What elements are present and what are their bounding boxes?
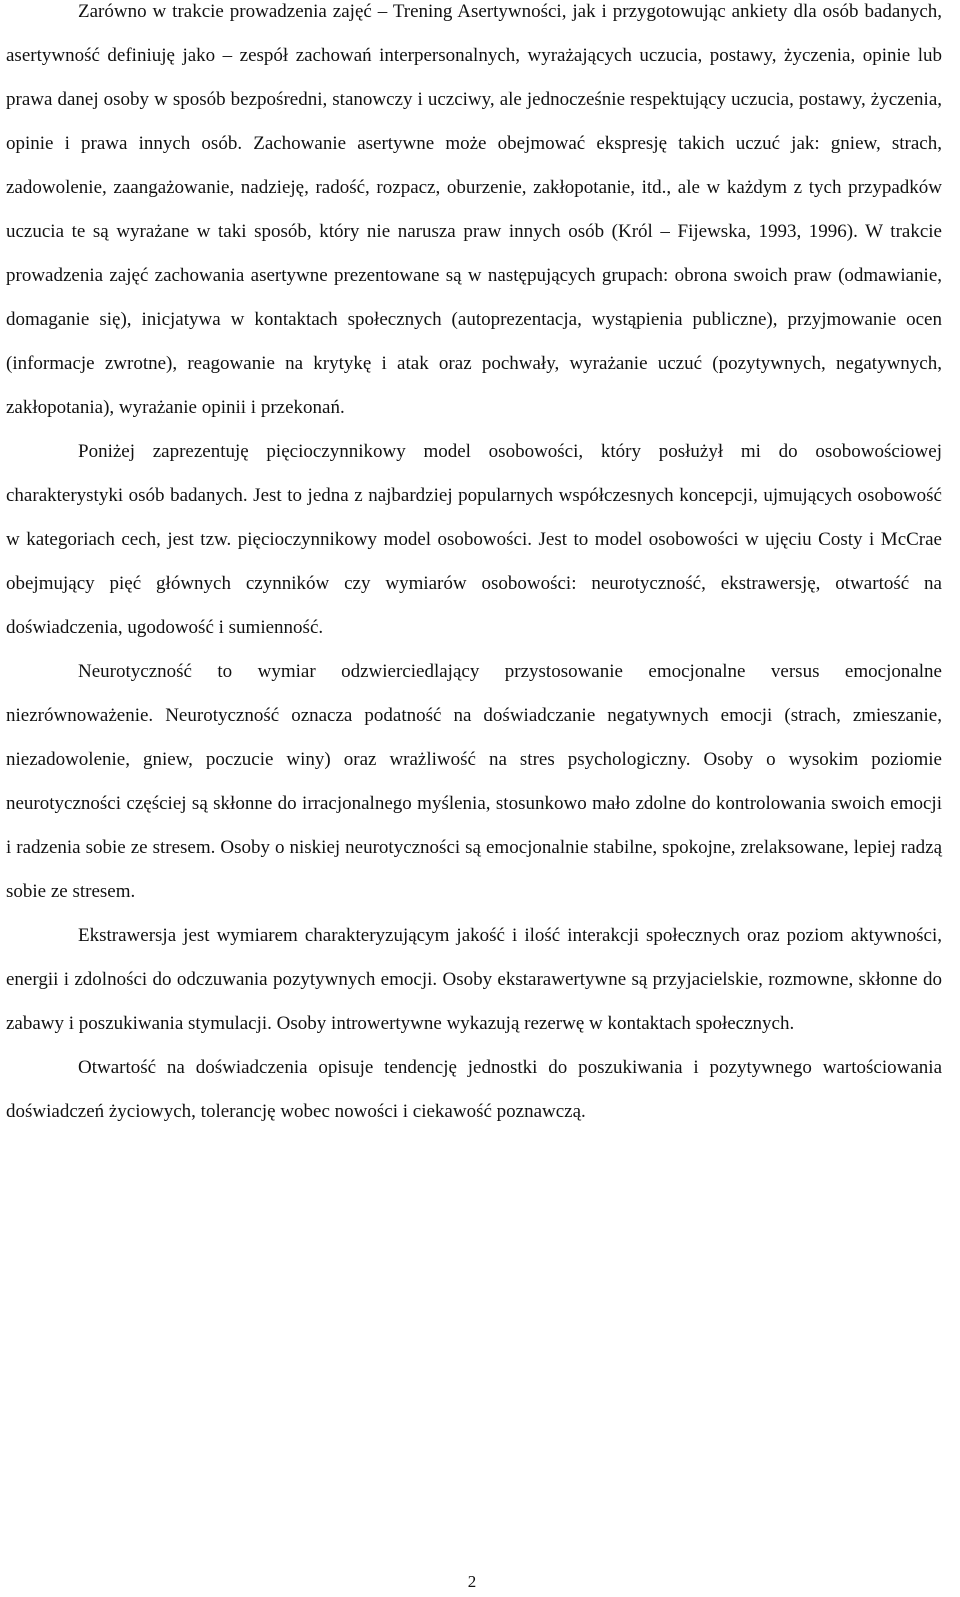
paragraph-five-factor-model: Poniżej zaprezentuję pięcioczynnikowy model osobowości, który posłużył mi do osobowościowej charakterystyki osób badanych. Jest to jedna z najbardziej popularnych współczesnych koncepcji, ujmujących osobowość w kategoriach cech, jest tzw. pięcioczynnikowy model osobowości. Jest to model osobowości w ujęciu Costy i McCrae obejmujący pięć głównych czynników czy wymiarów osobowości: neurotyczność, ekstrawersję, otwartość na doświadczenia, ugodowość i sumienność. (6, 441, 942, 638)
paragraph-assertiveness-definition: Zarówno w trakcie prowadzenia zajęć – Trening Asertywności, jak i przygotowując ankiety dla osób badanych, asertywność definiuję jako – zespół zachowań interpersonalnych, wyrażających uczucia, postawy, życzenia, opinie lub prawa danej osoby w sposób bezpośredni, stanowczy i uczciwy, ale jednocześnie respektujący uczucia, postawy, życzenia, opinie i prawa innych osób. Zachowanie asertywne może obejmować ekspresję takich uczuć jak: gniew, strach, zadowolenie, zaangażowanie, nadzieję, radość, rozpacz, oburzenie, zakłopotanie, itd., ale w każdym z tych przypadków uczucia te są wyrażane w taki sposób, który nie narusza praw innych osób (Król – Fijewska, 1993, 1996). W trakcie prowadzenia zajęć zachowania asertywne prezentowane są w następujących grupach: obrona swoich praw (odmawianie, domaganie się), inicjatywa w kontaktach społecznych (autoprezentacja, wystąpienia publiczne), przyjmowanie ocen (informacje zwrotne), reagowanie na krytykę i atak oraz pochwały, wyrażanie uczuć (pozytywnych, negatywnych, zakłopotania), wyrażanie opinii i przekonań. (6, 1, 942, 418)
paragraph-neuroticism: Neurotyczność to wymiar odzwierciedlający przystosowanie emocjonalne versus emocjonalne niezrównoważenie. Neurotyczność oznacza podatność na doświadczanie negatywnych emocji (strach, zmieszanie, niezadowolenie, gniew, poczucie winy) oraz wrażliwość na stres psychologiczny. Osoby o wysokim poziomie neurotyczności częściej są skłonne do irracjonalnego myślenia, stosunkowo mało zdolne do kontrolowania swoich emocji i radzenia sobie ze stresem. Osoby o niskiej neurotyczności są emocjonalnie stabilne, spokojne, zrelaksowane, lepiej radzą sobie ze stresem. (6, 661, 942, 902)
page-number: 2 (467, 1572, 477, 1591)
paragraph-openness: Otwartość na doświadczenia opisuje tendencję jednostki do poszukiwania i pozytywnego wartościowania doświadczeń życiowych, tolerancję wobec nowości i ciekawość poznawczą. (6, 1057, 942, 1122)
body-text (6, 0, 942, 1134)
paragraph-extraversion: Ekstrawersja jest wymiarem charakteryzującym jakość i ilość interakcji społecznych oraz poziom aktywności, energii i zdolności do odczuwania pozytywnych emocji. Osoby ekstarawertywne są przyjacielskie, rozmowne, skłonne do zabawy i poszukiwania stymulacji. Osoby introwertywne wykazują rezerwę w kontaktach społecznych. (6, 925, 942, 1034)
